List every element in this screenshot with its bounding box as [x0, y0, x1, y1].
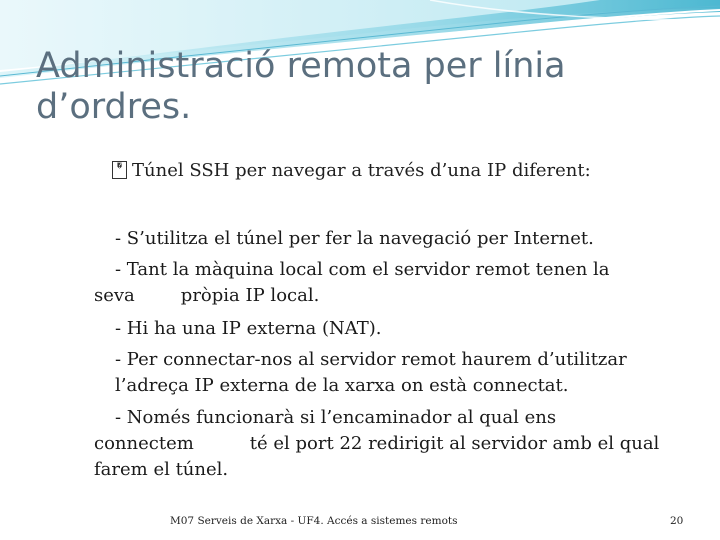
title-line-2: d’ordres. [36, 87, 192, 127]
body-line-8-part-2: té el port 22 redirigit al servidor amb el qual [249, 433, 660, 454]
slide-footer: M07 Serveis de Xarxa - UF4. Accés a sistemes remots [170, 515, 458, 527]
bullet-placeholder-icon: � [112, 161, 127, 179]
slide-subtitle: Túnel SSH per navegar a través d’una IP diferent: [132, 160, 591, 181]
body-line-9: farem el túnel. [94, 459, 229, 480]
body-line-3-part-2: pròpia IP local. [180, 285, 320, 306]
title-line-1: Administració remota per línia [36, 46, 566, 86]
body-line-3 [94, 285, 319, 306]
page-number: 20 [670, 515, 684, 527]
slide-title [36, 46, 676, 128]
body-line-3-part-1: seva [94, 285, 135, 306]
body-line-7: - Només funcionarà si l’encaminador al qual ens [115, 407, 557, 428]
body-line-4: - Hi ha una IP externa (NAT). [115, 318, 382, 339]
body-line-8 [94, 433, 659, 454]
body-line-5: - Per connectar-nos al servidor remot haurem d’utilitzar [115, 349, 627, 370]
body-line-1: - S’utilitza el túnel per fer la navegació per Internet. [115, 228, 594, 249]
body-line-2: - Tant la màquina local com el servidor remot tenen la [115, 259, 610, 280]
body-line-6: l’adreça IP externa de la xarxa on està connectat. [115, 375, 569, 396]
body-line-8-part-1: connectem [94, 433, 194, 454]
